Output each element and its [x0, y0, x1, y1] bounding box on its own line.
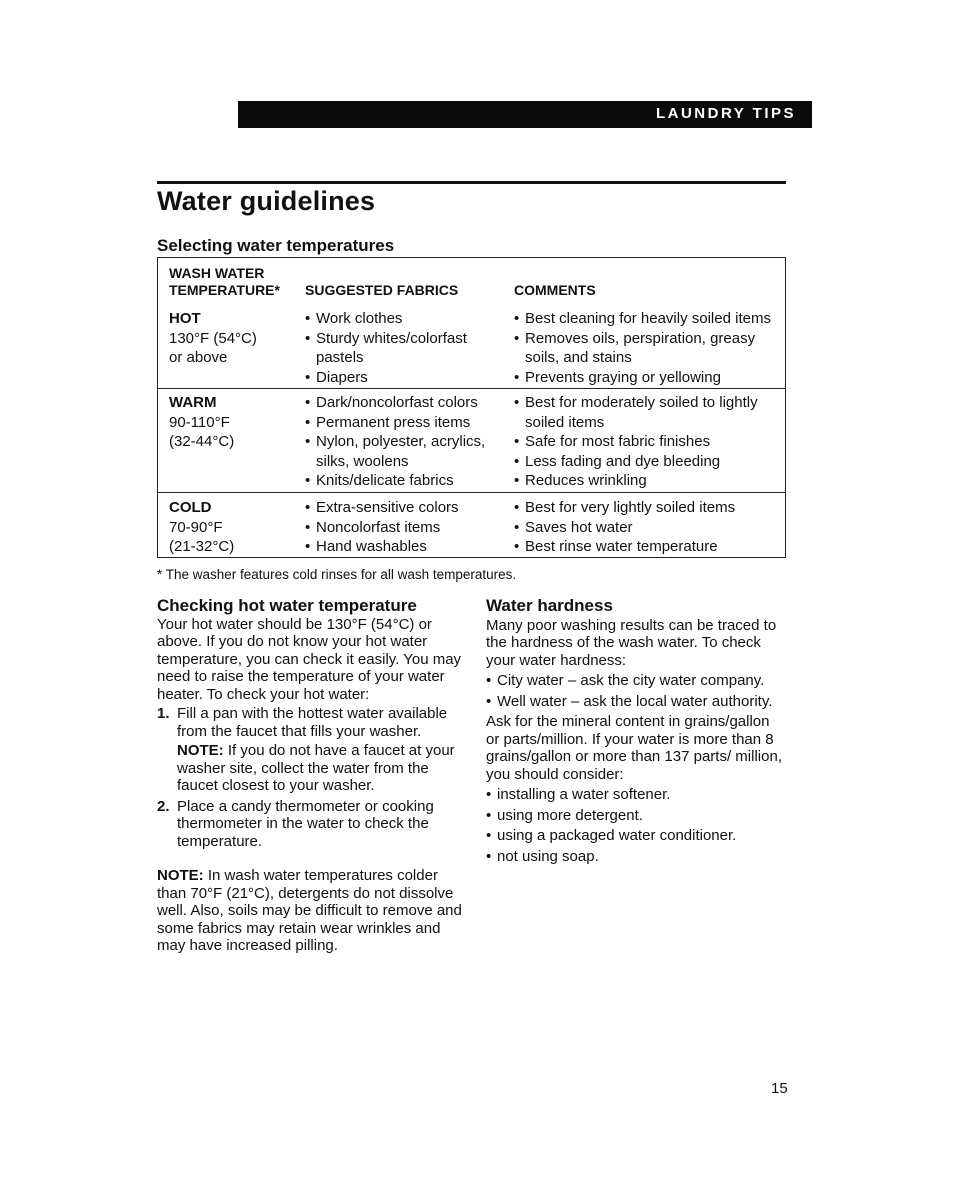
row-warm-label: WARM [169, 394, 217, 411]
list-item: • Permanent press items [305, 413, 500, 433]
list-item: • Hand washables [305, 537, 500, 557]
list-item: • Diapers [305, 368, 495, 388]
list-item: • Nylon, polyester, acrylics, silks, woolens [305, 432, 500, 471]
step-text: Fill a pan with the hottest water available from the faucet that fills your washer. [177, 705, 448, 740]
list-item: • Noncolorfast items [305, 518, 500, 538]
step-text: Place a candy thermometer or cooking thermometer in the water to check the temperature. [177, 797, 434, 850]
note-text: If you do not have a faucet at your washer site, collect the water from the faucet closest to your washer. [177, 742, 455, 794]
row-cold-label: COLD [169, 499, 212, 516]
list-item: • using more detergent. [486, 807, 786, 825]
consideration-list [486, 786, 786, 865]
row-hot-label: HOT [169, 310, 201, 327]
section-header-bar [238, 101, 812, 128]
row-divider [158, 388, 785, 389]
list-item: • Best cleaning for heavily soiled items [514, 309, 782, 329]
list-item: • Extra-sensitive colors [305, 498, 500, 518]
hot-water-section [157, 597, 465, 955]
water-source-list [486, 672, 786, 710]
list-item: • not using soap. [486, 848, 786, 866]
row-cold-temp-line: (21-32°C) [169, 538, 235, 555]
list-item: • Best rinse water temperature [514, 537, 776, 557]
col-header-comments: COMMENTS [514, 282, 596, 298]
list-item: • Best for very lightly soiled items [514, 498, 776, 518]
note-label: NOTE: [157, 867, 204, 884]
list-item: • Reduces wrinkling [514, 471, 776, 491]
row-hot-temperature [169, 309, 257, 368]
row-hot-comments [514, 309, 782, 387]
table-footnote: * The washer features cold rinses for all wash temperatures. [157, 567, 517, 582]
hot-water-steps [157, 705, 465, 850]
section-label: LAUNDRY TIPS [655, 105, 796, 122]
list-item [157, 798, 465, 851]
row-divider [158, 492, 785, 493]
list-item: • Knits/delicate fabrics [305, 471, 500, 491]
step-number: 1. [157, 705, 170, 722]
note-text: In wash water temperatures colder than 70°F (21°C), detergents do not dissolve well. Also, soils may be difficult to remove and some fabrics may retain wear wrinkles and may have increased pilling. [157, 867, 462, 954]
list-item [157, 705, 465, 795]
row-cold-temp-line: 70-90°F [169, 518, 223, 536]
row-cold-temperature [169, 498, 234, 557]
water-hardness-title: Water hardness [486, 596, 613, 615]
list-item: • using a packaged water conditioner. [486, 827, 786, 845]
title-rule [157, 181, 786, 184]
list-item: • Removes oils, perspiration, greasy soils, and stains [514, 329, 782, 368]
col-header-temperature-line1: WASH WATER [169, 265, 265, 281]
list-item: • City water – ask the city water company. [486, 672, 786, 690]
water-hardness-mid-text: Ask for the mineral content in grains/gallon or parts/million. If your water is more than 8 grains/gallon or more than 137 parts/ million, you should consider: [486, 713, 782, 783]
table-section-title: Selecting water temperatures [157, 236, 395, 255]
water-hardness-section [486, 597, 786, 868]
row-cold-fabrics [305, 498, 500, 557]
row-warm-temp-line: 90-110°F [169, 413, 230, 431]
row-warm-temp-line: (32-44°C) [169, 433, 235, 450]
row-hot-fabrics [305, 309, 495, 387]
list-item: • Work clothes [305, 309, 495, 329]
row-warm-comments [514, 393, 776, 491]
row-cold-comments [514, 498, 776, 557]
page-number: 15 [771, 1080, 788, 1097]
note-label: NOTE: [177, 742, 224, 759]
list-item: • Safe for most fabric finishes [514, 432, 776, 452]
row-warm-temperature [169, 393, 234, 452]
list-item: • Less fading and dye bleeding [514, 452, 776, 472]
hot-water-intro: Your hot water should be 130°F (54°C) or above. If you do not know your hot water temperature, you can check it easily. You may need to raise the temperature of your water heater. To check your hot water: [157, 615, 462, 703]
list-item: • Saves hot water [514, 518, 776, 538]
water-temperature-table [157, 257, 786, 558]
step-number: 2. [157, 797, 170, 815]
hot-water-note [157, 867, 465, 955]
row-warm-fabrics [305, 393, 500, 491]
col-header-fabrics: SUGGESTED FABRICS [305, 282, 459, 298]
list-item: • Prevents graying or yellowing [514, 368, 782, 388]
list-item: • Dark/noncolorfast colors [305, 393, 500, 413]
col-header-temperature [169, 265, 280, 299]
row-hot-temp-line: 130°F (54°C) [169, 329, 257, 347]
step-note [177, 742, 465, 795]
water-hardness-intro: Many poor washing results can be traced to the hardness of the wash water. To check your water hardness: [486, 616, 777, 669]
list-item: • Sturdy whites/colorfast pastels [305, 329, 495, 368]
hot-water-title: Checking hot water temperature [157, 596, 417, 615]
row-hot-temp-line: or above [169, 349, 228, 366]
list-item: • Best for moderately soiled to lightly soiled items [514, 393, 776, 432]
col-header-temperature-line2: TEMPERATURE* [169, 282, 280, 298]
page-title: Water guidelines [157, 186, 376, 216]
list-item: • installing a water softener. [486, 786, 786, 804]
list-item: • Well water – ask the local water authority. [486, 693, 786, 711]
